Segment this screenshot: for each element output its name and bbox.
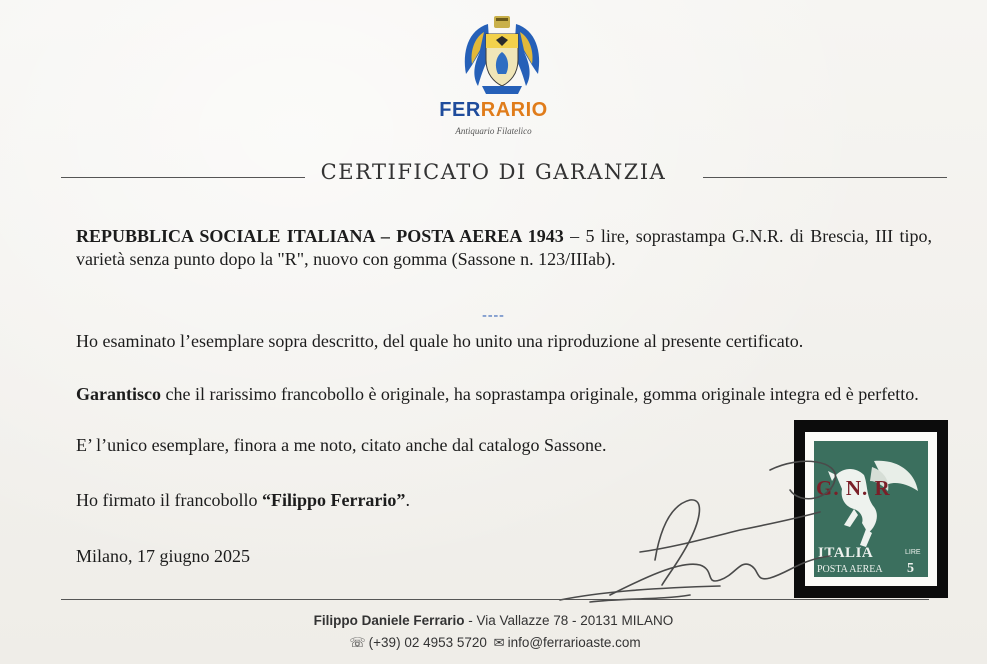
stamp-country: ITALIA <box>818 545 874 561</box>
guarantee-statement: Garantisco che il rarissimo francobollo è originale, ha soprastampa originale, gomma originale integra ed è perfetto. <box>76 384 919 404</box>
envelope-icon: ✉ <box>493 635 505 650</box>
brand-name: FERRARIO <box>439 99 548 121</box>
stamp-overprint: G. N. R <box>816 476 891 500</box>
stamp-service: POSTA AEREA <box>817 564 883 575</box>
footer-contacts <box>0 635 987 651</box>
footer-address: Filippo Daniele Ferrario - Via Vallazze 78 - 20131 MILANO <box>313 613 674 628</box>
place-date: Milano, 17 giugno 2025 <box>76 546 250 566</box>
crest-logo-icon <box>458 12 546 98</box>
unique-statement: E’ l’unico esemplare, finora a me noto, citato anche dal catalogo Sassone. <box>76 435 607 455</box>
separator: ---- <box>482 308 505 323</box>
title-divider-right <box>703 177 947 178</box>
stamp-image <box>805 432 937 586</box>
brand-tagline: Antiquario Filatelico <box>455 126 532 136</box>
stamp-description: REPUBBLICA SOCIALE ITALIANA – POSTA AEREA 1943 – 5 lire, soprastampa G.N.R. di Brescia, III tipo, varietà senza punto dopo la "R", nuovo con gomma (Sassone n. 123/IIIab). <box>76 226 932 269</box>
stamp-value: 5 <box>907 561 914 576</box>
examined-statement: Ho esaminato l’esemplare sopra descritto, del quale ho unito una riproduzione al presente certificato. <box>76 331 804 351</box>
footer-phone: (+39) 02 4953 5720 <box>368 635 487 650</box>
certificate-title: CERTIFICATO DI GARANZIA <box>320 160 667 184</box>
footer-divider <box>61 599 929 600</box>
footer-email[interactable]: info@ferrarioaste.com <box>507 635 641 650</box>
stamp-currency: LIRE <box>905 549 921 556</box>
signed-statement: Ho firmato il francobollo “Filippo Ferrario”. <box>76 490 410 510</box>
phone-icon: ☏ <box>349 635 366 650</box>
